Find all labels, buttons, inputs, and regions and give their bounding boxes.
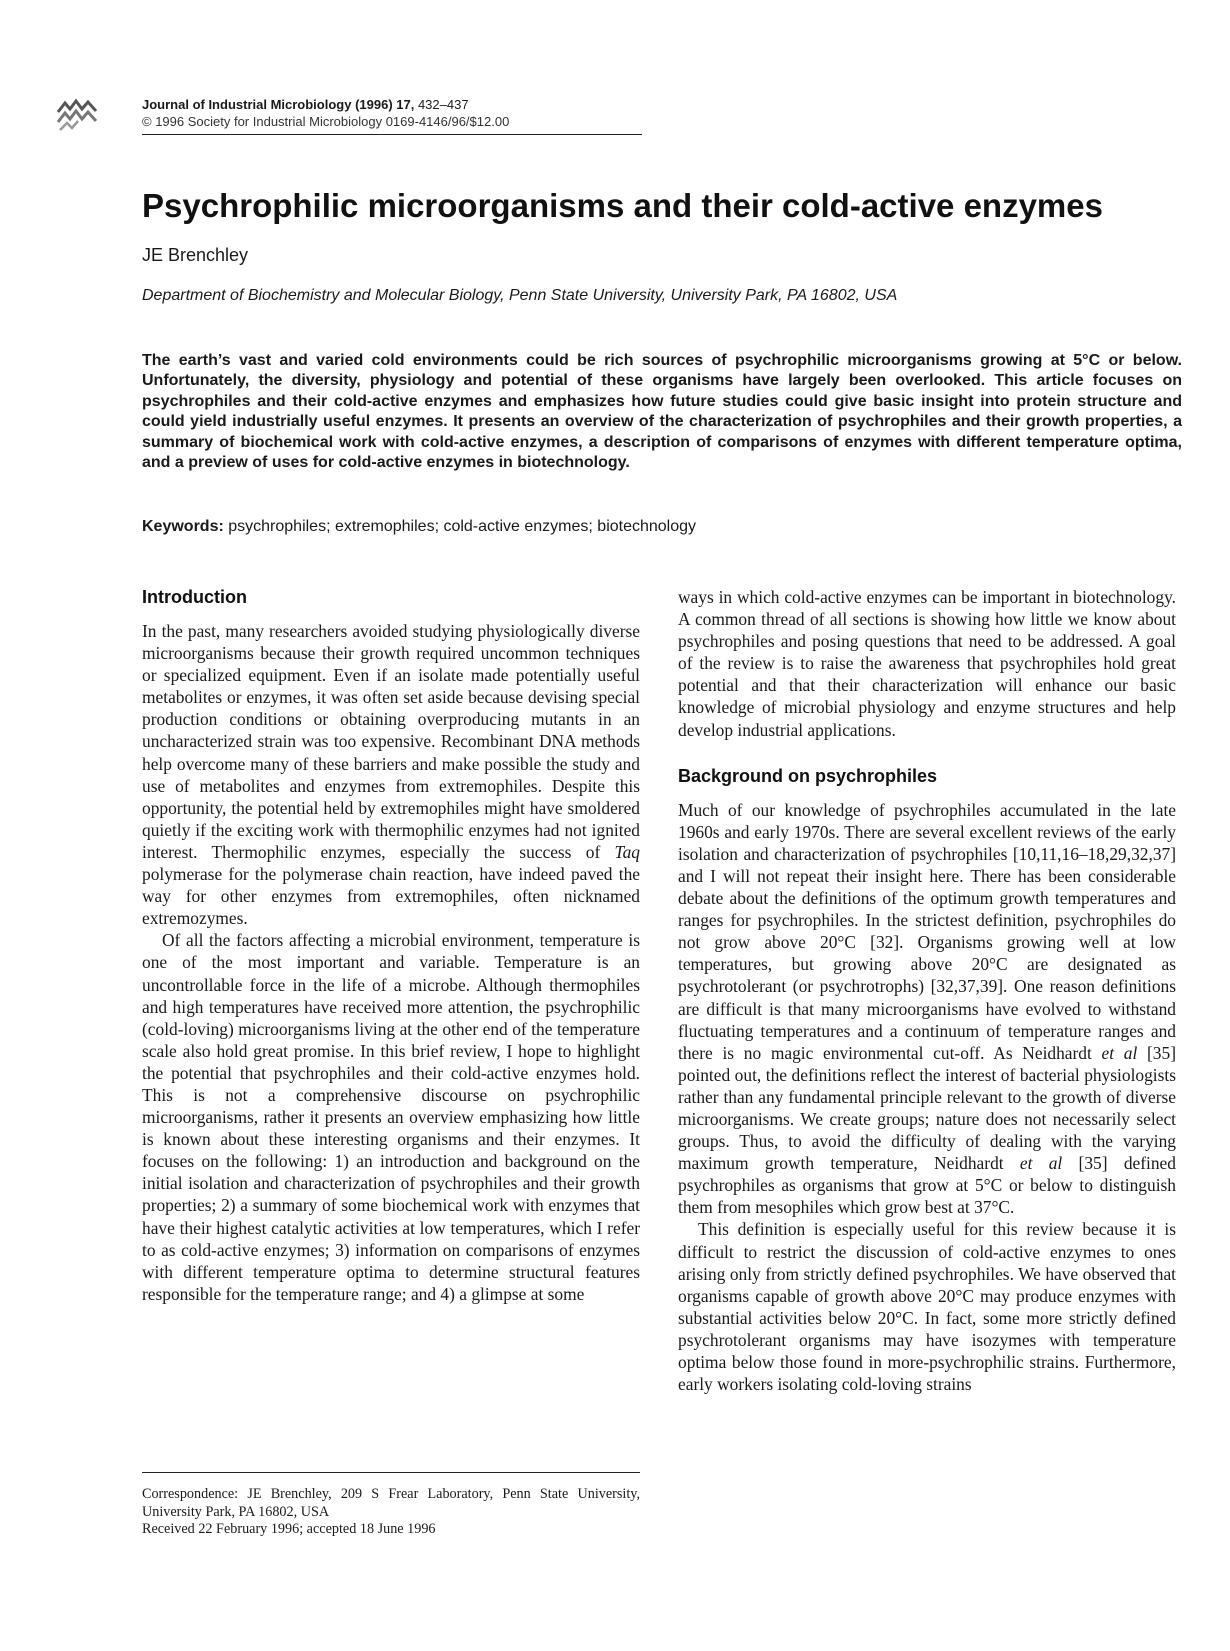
intro-p1-text-b: polymerase for the polymerase chain reaction, have indeed paved the way for other enzymes from extremophiles, often nicknamed extremozymes. bbox=[142, 864, 640, 929]
intro-p1-text-a: In the past, many researchers avoided studying physiologically diverse microorganisms because their growth required uncommon techniques or specialized equipment. Even if an isolate made potentially useful metabolites or enzymes, it was often set aside because devising special production conditions or obtaining overproducing mutants in an uncharacterized strain was too expensive. Recombinant DNA methods help overcome many of these barriers and make possible the study and use of metabolites and enzymes from extremophiles. Despite this opportunity, the potential held by extremophiles might have smoldered quietly if the exciting work with thermophilic enzymes had not ignited interest. Thermophilic enzymes, especially the success of bbox=[142, 621, 640, 862]
intro-paragraph-2-continued: ways in which cold-active enzymes can be important in biotechnology. A common thread of all sections is showing how little we know about psychrophiles and posing questions that need to be addressed. A goal of the review is to raise the awareness that psychrophiles hold great potential and that their characterization will enhance our basic knowledge of microbial physiology and enzyme structures and help develop industrial applications. bbox=[678, 587, 1176, 740]
bg-p1-etal-2: et al bbox=[1019, 1153, 1063, 1174]
background-paragraph-2: This definition is especially useful for this review because it is difficult to restrict the discussion of cold-active enzymes to ones arising only from strictly defined psychrophiles. We have observed that organisms capable of growth above 20°C may produce enzymes with substantial activities below 20°C. In fact, some more strictly defined psychrotolerant organisms may have isozymes with temperature optima below those found in more-psychrophilic strains. Furthermore, early workers isolating cold-loving strains bbox=[678, 1219, 1176, 1395]
keywords bbox=[142, 517, 1182, 537]
bg-p1-etal-1: et al bbox=[1101, 1042, 1138, 1063]
journal-name: Journal of Industrial Microbiology (1996) 17, bbox=[142, 97, 415, 112]
correspondence: Correspondence: JE Brenchley, 209 S Frear Laboratory, Penn State University, University Park, PA 16802, USA bbox=[142, 1486, 640, 1520]
abstract: The earth’s vast and varied cold environments could be rich sources of psychrophilic microorganisms growing at 5°C or below. Unfortunately, the diversity, physiology and potential of these organisms have largely been overlooked. This article focuses on psychrophiles and their cold-active enzymes and emphasizes how future studies could give basic insight into protein structure and could yield industrially useful enzymes. It presents an overview of the characterization of psychrophiles and their growth properties, a summary of biochemical work with cold-active enzymes, a description of comparisons of enzymes with different temperature optima, and a preview of uses for cold-active enzymes in biotechnology. bbox=[142, 352, 1182, 472]
keywords-list: psychrophiles; extremophiles; cold-active enzymes; biotechnology bbox=[223, 518, 697, 535]
bg-p1-text-c: [35] defined psychrophiles as organisms that grow at 5°C or below to distinguish them from mesophiles which grow best at 37°C. bbox=[678, 1153, 1176, 1218]
footnote-divider bbox=[142, 1472, 640, 1473]
bg-p1-text-b: [35] pointed out, the definitions reflect the interest of bacterial physiologists rather than any fundamental principle relevant to the growth of diverse microorganisms. We create groups; nature does not necessarily select groups. Thus, to avoid the difficulty of dealing with the varying maximum growth temperature, Neidhardt bbox=[678, 1042, 1176, 1174]
copyright-line: © 1996 Society for Industrial Microbiology 0169-4146/96/$12.00 bbox=[142, 114, 510, 129]
intro-paragraph-1 bbox=[142, 620, 640, 929]
left-column bbox=[142, 586, 640, 1305]
author-affiliation: Department of Biochemistry and Molecular Biology, Penn State University, University Park, PA 16802, USA bbox=[142, 287, 898, 304]
right-column bbox=[678, 586, 1176, 1395]
footnote bbox=[142, 1486, 640, 1539]
header-divider bbox=[142, 134, 642, 135]
author-name: JE Brenchley bbox=[142, 245, 249, 265]
keywords-label: Keywords: bbox=[142, 518, 224, 535]
background-heading: Background on psychrophiles bbox=[678, 765, 938, 786]
article-title: Psychrophilic microorganisms and their cold-active enzymes bbox=[142, 187, 1103, 224]
intro-paragraph-2: Of all the factors affecting a microbial environment, temperature is one of the most important and variable. Temperature is an uncontrollable force in the life of a microbe. Although thermophiles and high temperatures have received more attention, the psychrophilic (cold-loving) microorganisms living at the other end of the temperature scale also hold great promise. In this brief review, I hope to highlight the potential that psychrophiles and their cold-active enzymes hold. This is not a comprehensive discourse on psychrophilic microorganisms, rather it presents an overview emphasizing how little is known about these interesting organisms and their enzymes. It focuses on the following: 1) an introduction and background on the initial isolation and characterization of psychrophiles and their growth properties; 2) a summary of some biochemical work with enzymes that have their highest catalytic activities at low temperatures, which I refer to as cold-active enzymes; 3) information on comparisons of enzymes with different temperature optima to determine structural features responsible for the temperature range; and 4) a glimpse at some bbox=[142, 930, 640, 1304]
introduction-heading: Introduction bbox=[142, 587, 247, 607]
journal-citation bbox=[142, 96, 642, 113]
bg-p1-text-a: Much of our knowledge of psychrophiles accumulated in the late 1960s and early 1970s. There are several excellent reviews of the early isolation and characterization of psychrophiles [10,11,16–18,29,32,37] and I will not repeat their insight here. There has been considerable debate about the definitions of the optimum growth temperatures and ranges for psychrophiles. In the strictest definition, psychrophiles do not grow above 20°C [32]. Organisms growing well at low temperatures, but growing above 20°C are designated as psychrotolerant (or psychrotrophs) [32,37,39]. One reason definitions are difficult is that many microorganisms have evolved to withstand fluctuating temperatures and a continuum of temperature ranges and there is no magic environmental cut-off. As Neidhardt bbox=[678, 799, 1176, 1063]
journal-header bbox=[142, 96, 642, 130]
publisher-logo-icon bbox=[56, 98, 100, 132]
intro-p1-taq: Taq bbox=[614, 841, 640, 862]
background-paragraph-1 bbox=[678, 799, 1176, 1219]
received-dates: Received 22 February 1996; accepted 18 June 1996 bbox=[142, 1521, 436, 1537]
journal-pages: 432–437 bbox=[414, 97, 469, 112]
